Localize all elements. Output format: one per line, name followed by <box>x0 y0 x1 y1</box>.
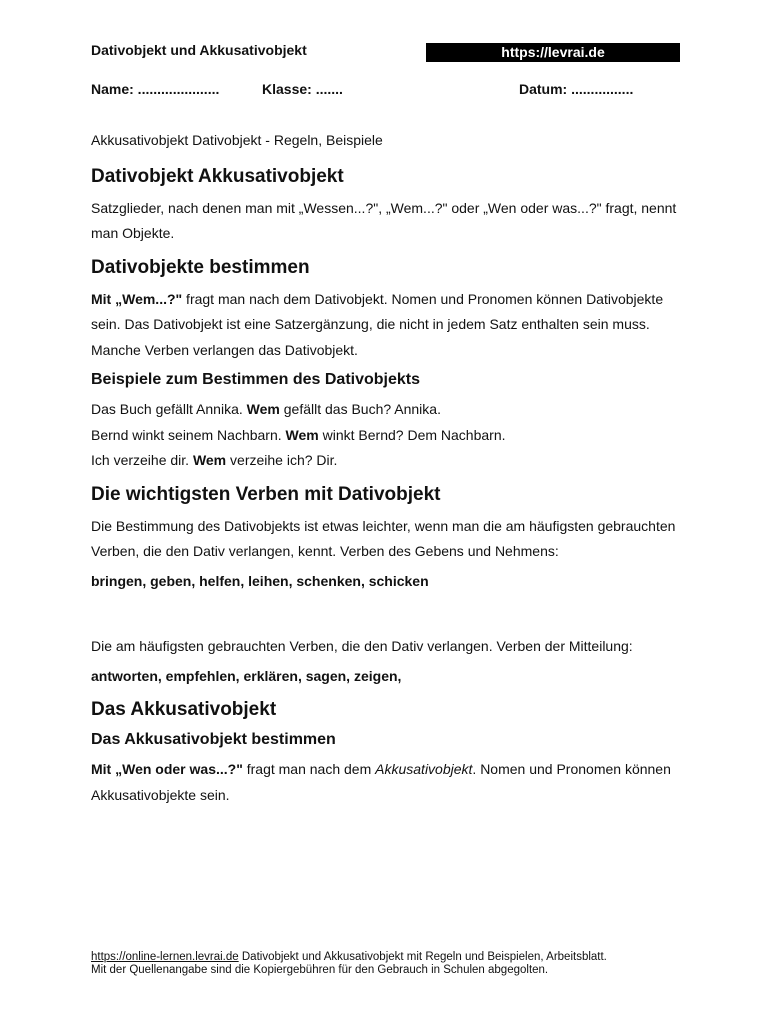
datum-field: Datum: ................ <box>519 81 634 97</box>
spacer <box>91 594 681 634</box>
example-sentence: Ich verzeihe dir. <box>91 452 193 468</box>
akkusativobjekt-term: Akkusativobjekt <box>375 761 473 777</box>
example-answer: winkt Bernd? Dem Nachbarn. <box>318 426 506 443</box>
name-field: Name: ..................... <box>91 81 220 97</box>
footer-line-1 <box>91 951 691 964</box>
example-line <box>91 423 681 449</box>
example-sentence: Das Buch gefällt Annika. <box>91 401 247 417</box>
section-title-wichtigste-verben: Die wichtigsten Verben mit Dativobjekt <box>91 483 441 505</box>
subsection-title-beispiele: Beispiele zum Bestimmen des Dativobjekts <box>91 371 420 388</box>
footer-copyright-note: Mit der Quellenangabe sind die Kopiergebühren für den Gebrauch in Schulen abgegolten. <box>91 964 549 976</box>
dativobjekt-rule-text: fragt man nach dem Dativobjekt. Nomen und Pronomen können Dativobjekte sein. Das Dativobjekt ist eine Satzergänzung, die nicht in jedem Satz enthalten sein muss. Manche Verben verlangen das Dativobjekt. <box>91 290 664 358</box>
footer <box>91 951 691 977</box>
lead-text: Akkusativobjekt Dativobjekt - Regeln, Beispiele <box>91 132 383 148</box>
footer-description: Dativobjekt und Akkusativobjekt mit Regeln und Beispielen, Arbeitsblatt. <box>238 951 607 963</box>
akkusativ-rule-text-b: . Nomen und Pronomen können Akkusativobjekte sein. <box>91 761 671 803</box>
header-title: Dativobjekt und Akkusativobjekt <box>91 42 307 58</box>
verben-gebens-intro: Die Bestimmung des Dativobjekts ist etwas leichter, wenn man die am häufigsten gebrauchten Verben, die den Dativ verlangen, kennt. Verben des Gebens und Nehmens: <box>91 517 676 559</box>
akkusativ-rule-text-a: fragt man nach dem <box>242 761 376 777</box>
example-question-word: Wem <box>192 452 227 468</box>
main-content <box>91 128 681 808</box>
footer-link[interactable]: https://online-lernen.levrai.de <box>91 951 239 963</box>
dativobjekt-rule-paragraph <box>91 287 681 364</box>
example-answer: gefällt das Buch? Annika. <box>279 401 441 417</box>
example-line <box>91 397 681 423</box>
wem-question: Mit „Wem...?" <box>91 290 183 307</box>
section-title-dativobjekt-akkusativobjekt: Dativobjekt Akkusativobjekt <box>91 165 344 187</box>
verben-mitteilung-intro: Die am häufigsten gebrauchten Verben, die den Dativ verlangen. Verben der Mitteilung: <box>91 638 633 654</box>
example-sentence: Bernd winkt seinem Nachbarn. <box>91 426 286 443</box>
example-answer: verzeihe ich? Dir. <box>226 452 338 468</box>
example-line <box>91 448 681 474</box>
verben-gebens-list: bringen, geben, helfen, leihen, schenken, schicken <box>91 572 429 589</box>
verben-mitteilung-list: antworten, empfehlen, erklären, sagen, zeigen, <box>91 667 402 684</box>
objekte-intro-text: Satzglieder, nach denen man mit „Wessen...?", „Wem...?" oder „Wen oder was...?" fragt, nennt man Objekte. <box>91 199 677 241</box>
section-title-dativobjekte-bestimmen: Dativobjekte bestimmen <box>91 256 310 278</box>
example-question-word: Wem <box>285 426 319 443</box>
section-title-akkusativobjekt: Das Akkusativobjekt <box>91 699 277 720</box>
klasse-field: Klasse: ....... <box>262 81 343 97</box>
form-fields-row <box>91 81 691 99</box>
subsection-title-akkusativobjekt-bestimmen: Das Akkusativobjekt bestimmen <box>91 731 336 748</box>
wen-oder-was-question: Mit „Wen oder was...?" <box>91 761 243 777</box>
akkusativobjekt-rule-paragraph <box>91 757 681 808</box>
header-url-badge: https://levrai.de <box>426 43 680 62</box>
example-question-word: Wem <box>246 401 280 417</box>
